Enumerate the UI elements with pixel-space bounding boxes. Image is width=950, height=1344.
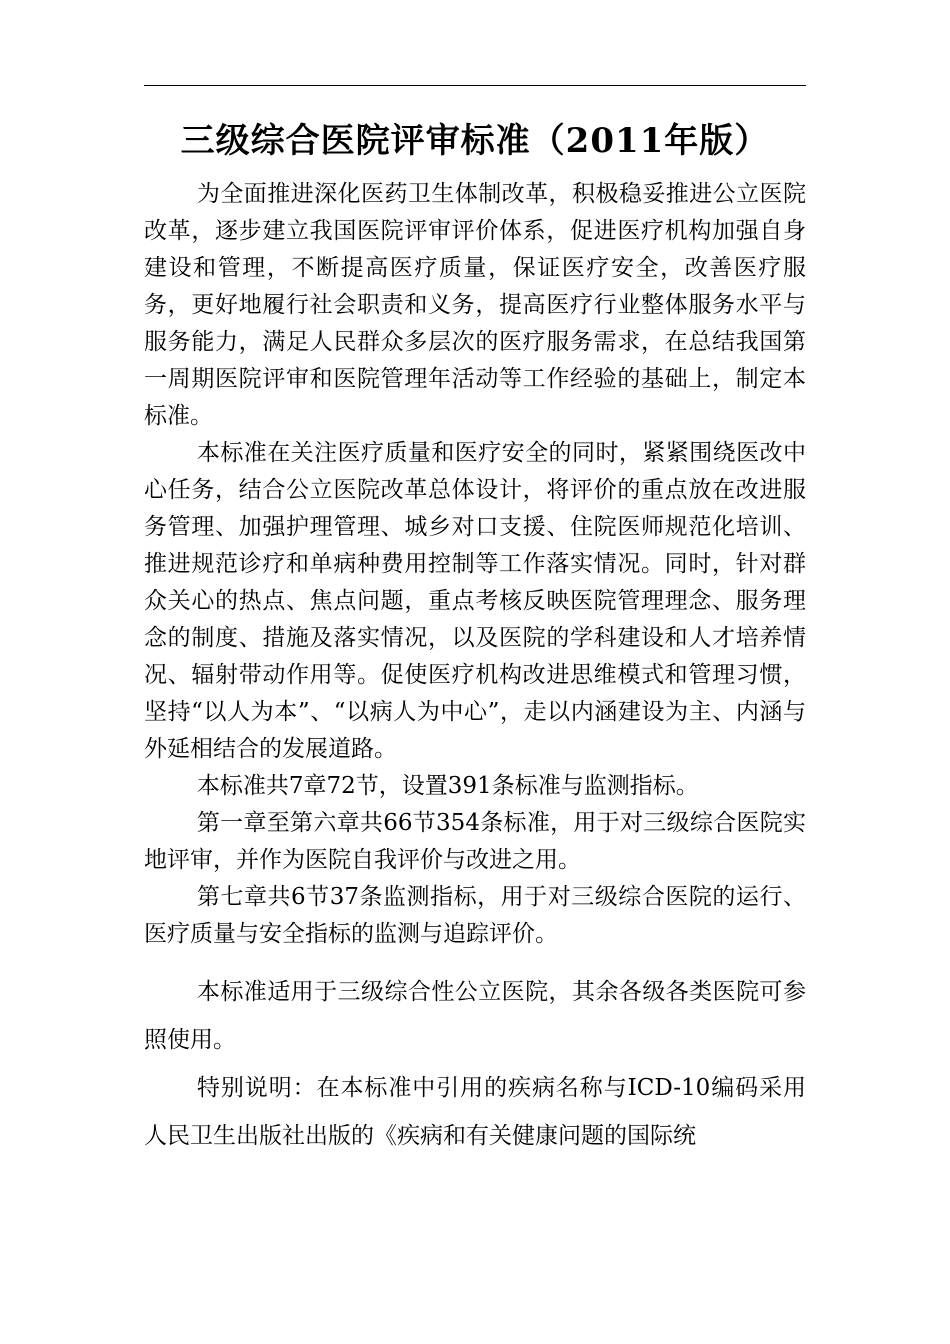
paragraph-special-note: 特别说明：在本标准中引用的疾病名称与ICD-10编码采用人民卫生出版社出版的《疾病和有关健康问题的国际统 bbox=[144, 1075, 806, 1149]
paragraph-focus: 本标准在关注医疗质量和医疗安全的同时，紧紧围绕医改中心任务，结合公立医院改革总体设计，将评价的重点放在改进服务管理、加强护理管理、城乡对口支援、住院医师规范化培训、推进规范诊疗和单病种费用控制等工作落实情况。同时，针对群众关心的热点、焦点问题，重点考核反映医院管理理念、服务理念的制度、措施及落实情况，以及医院的学科建设和人才培养情况、辐射带动作用等。促使医疗机构改进思维模式和管理习惯，坚持“以人为本”、“以病人为中心”，走以内涵建设为主、内涵与外延相结合的发展道路。 bbox=[144, 440, 806, 762]
paragraph-scope: 本标准适用于三级综合性公立医院，其余各级各类医院可参照使用。 bbox=[144, 979, 806, 1053]
paragraph-purpose: 为全面推进深化医药卫生体制改革，积极稳妥推进公立医院改革，逐步建立我国医院评审评价体系，促进医疗机构加强自身建设和管理，不断提高医疗质量，保证医疗安全，改善医疗服务，更好地履行社会职责和义务，提高医疗行业整体服务水平与服务能力，满足人民群众多层次的医疗服务需求，在总结我国第一周期医院评审和医院管理年活动等工作经验的基础上，制定本标准。 bbox=[144, 181, 806, 429]
paragraph-structure: 本标准共7章72节，设置391条标准与监测指标。 bbox=[196, 773, 699, 799]
document-title: 三级综合医院评审标准（2011年版） bbox=[180, 121, 770, 161]
header-rule bbox=[144, 85, 806, 86]
paragraph-chapter-7: 第七章共6节37条监测指标，用于对三级综合医院的运行、医疗质量与安全指标的监测与追踪评价。 bbox=[144, 884, 806, 947]
paragraph-chapters-1-6: 第一章至第六章共66节354条标准，用于对三级综合医院实地评审，并作为医院自我评价与改进之用。 bbox=[144, 810, 806, 873]
document-body bbox=[144, 176, 806, 1160]
